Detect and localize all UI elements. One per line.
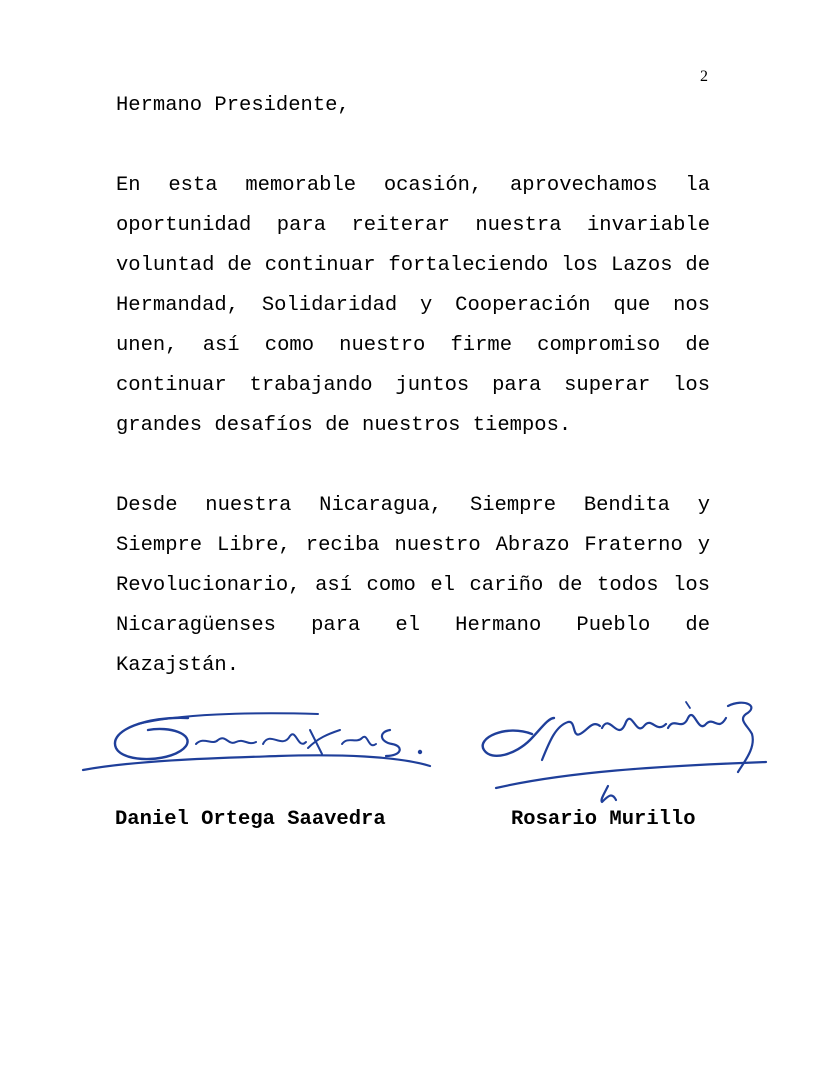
paragraph-2: Desde nuestra Nicaragua, Siempre Bendita y Siempre Libre, reciba nuestro Abrazo Fraterno y Revolucionario, así como el cariño de todos los Nicaragüenses para el Hermano Pueblo de Kazajstán. (116, 494, 710, 677)
signature-rosario-murillo-icon (476, 688, 776, 808)
signer-name-daniel-ortega: Daniel Ortega Saavedra (115, 808, 386, 831)
signature-daniel-ortega-icon (78, 700, 438, 790)
letter-body (116, 86, 710, 726)
salutation: Hermano Presidente, (116, 94, 350, 117)
paragraph-1: En esta memorable ocasión, aprovechamos la oportunidad para reiterar nuestra invariable voluntad de continuar fortaleciendo los Lazos de Hermandad, Solidaridad y Cooperación que nos unen, así como nuestro firme compromiso de continuar trabajando juntos para superar los grandes desafíos de nuestros tiempos. (116, 174, 710, 437)
page-number: 2 (700, 68, 708, 85)
signer-name-rosario-murillo: Rosario Murillo (511, 808, 696, 831)
